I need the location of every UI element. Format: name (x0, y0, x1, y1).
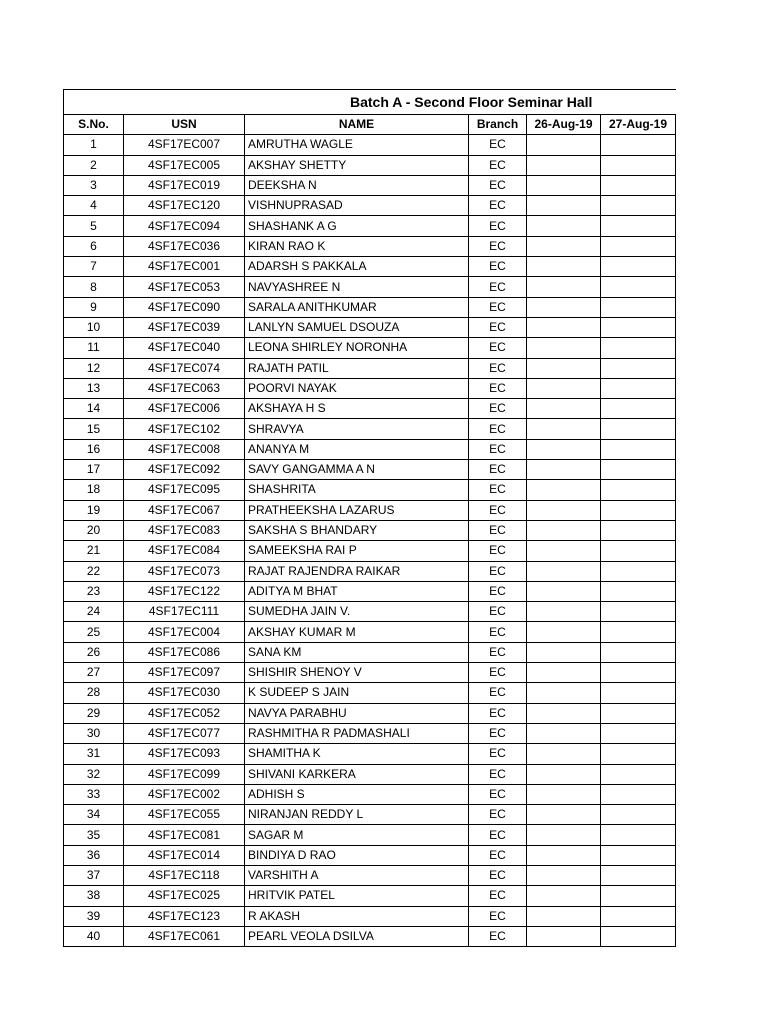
row-date-2-cell (601, 277, 676, 297)
row-name: AKSHAYA H S (245, 399, 469, 419)
row-usn: 4SF17EC052 (124, 703, 245, 723)
row-name: SHISHIR SHENOY V (245, 663, 469, 683)
row-date-2-cell (601, 663, 676, 683)
row-branch: EC (469, 683, 527, 703)
row-usn: 4SF17EC039 (124, 317, 245, 337)
table-row (64, 784, 676, 804)
row-date-2-cell (601, 297, 676, 317)
row-usn: 4SF17EC030 (124, 683, 245, 703)
row-date-2-cell (601, 196, 676, 216)
row-name: ADITYA M BHAT (245, 581, 469, 601)
table-row (64, 175, 676, 195)
row-branch: EC (469, 906, 527, 926)
row-date-1-cell (527, 419, 601, 439)
row-usn: 4SF17EC040 (124, 338, 245, 358)
row-branch: EC (469, 825, 527, 845)
row-name: K SUDEEP S JAIN (245, 683, 469, 703)
row-usn: 4SF17EC092 (124, 460, 245, 480)
row-branch: EC (469, 926, 527, 946)
row-name: RAJATH PATIL (245, 358, 469, 378)
row-usn: 4SF17EC001 (124, 257, 245, 277)
row-date-1-cell (527, 744, 601, 764)
row-date-1-cell (527, 155, 601, 175)
row-date-1-cell (527, 399, 601, 419)
row-date-1-cell (527, 683, 601, 703)
row-branch: EC (469, 602, 527, 622)
row-branch: EC (469, 886, 527, 906)
row-usn: 4SF17EC118 (124, 865, 245, 885)
row-branch: EC (469, 642, 527, 662)
row-date-1-cell (527, 581, 601, 601)
row-name: RASHMITHA R PADMASHALI (245, 723, 469, 743)
row-date-2-cell (601, 886, 676, 906)
row-usn: 4SF17EC063 (124, 378, 245, 398)
row-usn: 4SF17EC014 (124, 845, 245, 865)
row-branch: EC (469, 663, 527, 683)
row-date-1-cell (527, 561, 601, 581)
table-row (64, 216, 676, 236)
row-date-2-cell (601, 236, 676, 256)
row-branch: EC (469, 622, 527, 642)
row-sno: 29 (64, 703, 124, 723)
row-sno: 25 (64, 622, 124, 642)
header-date-2: 27-Aug-19 (601, 115, 676, 135)
table-row (64, 419, 676, 439)
table-row (64, 257, 676, 277)
row-sno: 22 (64, 561, 124, 581)
row-name: NAVYA PARABHU (245, 703, 469, 723)
table-row (64, 926, 676, 946)
table-row (64, 338, 676, 358)
row-usn: 4SF17EC095 (124, 480, 245, 500)
row-sno: 3 (64, 175, 124, 195)
row-date-2-cell (601, 541, 676, 561)
row-name: NIRANJAN REDDY L (245, 805, 469, 825)
table-row (64, 703, 676, 723)
table-row (64, 602, 676, 622)
row-date-1-cell (527, 175, 601, 195)
row-sno: 39 (64, 906, 124, 926)
row-sno: 2 (64, 155, 124, 175)
row-branch: EC (469, 358, 527, 378)
row-date-1-cell (527, 703, 601, 723)
row-date-2-cell (601, 865, 676, 885)
row-date-1-cell (527, 886, 601, 906)
row-name: SUMEDHA JAIN V. (245, 602, 469, 622)
table-row (64, 439, 676, 459)
row-date-1-cell (527, 805, 601, 825)
row-name: KIRAN RAO K (245, 236, 469, 256)
table-row (64, 541, 676, 561)
row-branch: EC (469, 480, 527, 500)
row-usn: 4SF17EC005 (124, 155, 245, 175)
row-date-2-cell (601, 317, 676, 337)
row-date-1-cell (527, 135, 601, 155)
row-date-1-cell (527, 541, 601, 561)
row-branch: EC (469, 297, 527, 317)
row-date-1-cell (527, 460, 601, 480)
row-sno: 23 (64, 581, 124, 601)
row-branch: EC (469, 257, 527, 277)
row-name: PEARL VEOLA DSILVA (245, 926, 469, 946)
row-date-1-cell (527, 378, 601, 398)
row-date-2-cell (601, 926, 676, 946)
row-usn: 4SF17EC055 (124, 805, 245, 825)
row-usn: 4SF17EC120 (124, 196, 245, 216)
row-branch: EC (469, 581, 527, 601)
row-sno: 8 (64, 277, 124, 297)
row-name: BINDIYA D RAO (245, 845, 469, 865)
row-date-1-cell (527, 196, 601, 216)
attendance-sheet (63, 89, 676, 947)
table-row (64, 622, 676, 642)
row-date-2-cell (601, 419, 676, 439)
row-name: HRITVIK PATEL (245, 886, 469, 906)
row-sno: 1 (64, 135, 124, 155)
table-row (64, 663, 676, 683)
row-sno: 18 (64, 480, 124, 500)
row-sno: 36 (64, 845, 124, 865)
row-date-2-cell (601, 744, 676, 764)
row-date-2-cell (601, 399, 676, 419)
row-sno: 38 (64, 886, 124, 906)
row-usn: 4SF17EC084 (124, 541, 245, 561)
row-date-1-cell (527, 663, 601, 683)
row-sno: 14 (64, 399, 124, 419)
table-row (64, 723, 676, 743)
row-name: VARSHITH A (245, 865, 469, 885)
row-date-1-cell (527, 825, 601, 845)
row-date-2-cell (601, 135, 676, 155)
table-row (64, 196, 676, 216)
row-branch: EC (469, 135, 527, 155)
row-date-1-cell (527, 257, 601, 277)
row-branch: EC (469, 460, 527, 480)
row-sno: 27 (64, 663, 124, 683)
row-branch: EC (469, 399, 527, 419)
row-usn: 4SF17EC083 (124, 520, 245, 540)
row-name: SAMEEKSHA RAI P (245, 541, 469, 561)
row-branch: EC (469, 317, 527, 337)
row-date-1-cell (527, 764, 601, 784)
row-date-1-cell (527, 500, 601, 520)
row-branch: EC (469, 196, 527, 216)
row-branch: EC (469, 378, 527, 398)
row-date-1-cell (527, 480, 601, 500)
row-name: NAVYASHREE N (245, 277, 469, 297)
row-usn: 4SF17EC067 (124, 500, 245, 520)
row-sno: 5 (64, 216, 124, 236)
row-date-2-cell (601, 723, 676, 743)
row-name: SHIVANI KARKERA (245, 764, 469, 784)
row-name: SAVY GANGAMMA A N (245, 460, 469, 480)
row-usn: 4SF17EC053 (124, 277, 245, 297)
row-branch: EC (469, 541, 527, 561)
row-branch: EC (469, 865, 527, 885)
row-usn: 4SF17EC019 (124, 175, 245, 195)
table-row (64, 845, 676, 865)
row-date-1-cell (527, 602, 601, 622)
row-date-2-cell (601, 764, 676, 784)
row-branch: EC (469, 500, 527, 520)
row-date-2-cell (601, 561, 676, 581)
row-usn: 4SF17EC002 (124, 784, 245, 804)
row-date-2-cell (601, 805, 676, 825)
row-date-1-cell (527, 317, 601, 337)
row-sno: 30 (64, 723, 124, 743)
row-usn: 4SF17EC081 (124, 825, 245, 845)
table-row (64, 480, 676, 500)
row-date-2-cell (601, 906, 676, 926)
row-date-1-cell (527, 926, 601, 946)
row-date-1-cell (527, 723, 601, 743)
row-date-2-cell (601, 825, 676, 845)
table-row (64, 135, 676, 155)
row-sno: 7 (64, 257, 124, 277)
row-date-1-cell (527, 906, 601, 926)
row-date-1-cell (527, 297, 601, 317)
table-row (64, 642, 676, 662)
row-branch: EC (469, 216, 527, 236)
row-date-2-cell (601, 175, 676, 195)
row-date-2-cell (601, 642, 676, 662)
row-name: SAKSHA S BHANDARY (245, 520, 469, 540)
row-sno: 12 (64, 358, 124, 378)
row-usn: 4SF17EC093 (124, 744, 245, 764)
row-usn: 4SF17EC025 (124, 886, 245, 906)
row-name: LEONA SHIRLEY NORONHA (245, 338, 469, 358)
row-date-2-cell (601, 784, 676, 804)
row-date-2-cell (601, 500, 676, 520)
sheet-title: Batch A - Second Floor Seminar Hall (64, 90, 676, 115)
row-sno: 9 (64, 297, 124, 317)
row-usn: 4SF17EC097 (124, 663, 245, 683)
row-usn: 4SF17EC123 (124, 906, 245, 926)
row-sno: 34 (64, 805, 124, 825)
row-date-1-cell (527, 236, 601, 256)
row-sno: 4 (64, 196, 124, 216)
row-name: SHASHRITA (245, 480, 469, 500)
row-usn: 4SF17EC111 (124, 602, 245, 622)
header-name: NAME (245, 115, 469, 135)
row-usn: 4SF17EC007 (124, 135, 245, 155)
header-date-1: 26-Aug-19 (527, 115, 601, 135)
table-row (64, 378, 676, 398)
table-row (64, 865, 676, 885)
row-usn: 4SF17EC061 (124, 926, 245, 946)
row-branch: EC (469, 277, 527, 297)
row-date-2-cell (601, 622, 676, 642)
header-branch: Branch (469, 115, 527, 135)
row-name: ANANYA M (245, 439, 469, 459)
row-date-2-cell (601, 155, 676, 175)
table-row (64, 500, 676, 520)
row-usn: 4SF17EC086 (124, 642, 245, 662)
row-name: SHRAVYA (245, 419, 469, 439)
row-sno: 26 (64, 642, 124, 662)
row-date-2-cell (601, 845, 676, 865)
row-branch: EC (469, 723, 527, 743)
row-sno: 33 (64, 784, 124, 804)
row-usn: 4SF17EC074 (124, 358, 245, 378)
row-name: SHAMITHA K (245, 744, 469, 764)
header-usn: USN (124, 115, 245, 135)
row-branch: EC (469, 744, 527, 764)
table-row (64, 236, 676, 256)
row-date-2-cell (601, 378, 676, 398)
row-date-1-cell (527, 216, 601, 236)
table-row (64, 317, 676, 337)
row-branch: EC (469, 236, 527, 256)
row-sno: 28 (64, 683, 124, 703)
row-sno: 17 (64, 460, 124, 480)
row-branch: EC (469, 764, 527, 784)
row-date-2-cell (601, 480, 676, 500)
row-date-1-cell (527, 338, 601, 358)
row-sno: 19 (64, 500, 124, 520)
row-date-2-cell (601, 439, 676, 459)
row-sno: 15 (64, 419, 124, 439)
row-date-2-cell (601, 703, 676, 723)
row-usn: 4SF17EC004 (124, 622, 245, 642)
table-row (64, 805, 676, 825)
row-sno: 6 (64, 236, 124, 256)
row-branch: EC (469, 784, 527, 804)
row-sno: 21 (64, 541, 124, 561)
row-name: AKSHAY SHETTY (245, 155, 469, 175)
row-usn: 4SF17EC077 (124, 723, 245, 743)
header-sno: S.No. (64, 115, 124, 135)
row-name: LANLYN SAMUEL DSOUZA (245, 317, 469, 337)
table-row (64, 683, 676, 703)
table-row (64, 764, 676, 784)
row-usn: 4SF17EC008 (124, 439, 245, 459)
row-date-2-cell (601, 460, 676, 480)
table-row (64, 561, 676, 581)
row-branch: EC (469, 845, 527, 865)
row-date-2-cell (601, 257, 676, 277)
row-name: SANA KM (245, 642, 469, 662)
row-name: RAJAT RAJENDRA RAIKAR (245, 561, 469, 581)
table-row (64, 581, 676, 601)
row-usn: 4SF17EC073 (124, 561, 245, 581)
row-usn: 4SF17EC006 (124, 399, 245, 419)
row-sno: 13 (64, 378, 124, 398)
row-usn: 4SF17EC099 (124, 764, 245, 784)
row-name: ADARSH S PAKKALA (245, 257, 469, 277)
row-sno: 31 (64, 744, 124, 764)
table-row (64, 520, 676, 540)
row-branch: EC (469, 439, 527, 459)
row-date-1-cell (527, 845, 601, 865)
row-name: SAGAR M (245, 825, 469, 845)
row-sno: 40 (64, 926, 124, 946)
row-date-2-cell (601, 581, 676, 601)
row-sno: 37 (64, 865, 124, 885)
table-row (64, 886, 676, 906)
row-branch: EC (469, 703, 527, 723)
row-sno: 32 (64, 764, 124, 784)
header-row (64, 115, 676, 135)
row-date-1-cell (527, 784, 601, 804)
row-usn: 4SF17EC094 (124, 216, 245, 236)
row-branch: EC (469, 805, 527, 825)
row-date-2-cell (601, 602, 676, 622)
row-name: SARALA ANITHKUMAR (245, 297, 469, 317)
row-name: AMRUTHA WAGLE (245, 135, 469, 155)
table-row (64, 744, 676, 764)
row-usn: 4SF17EC122 (124, 581, 245, 601)
row-date-2-cell (601, 216, 676, 236)
row-name: PRATHEEKSHA LAZARUS (245, 500, 469, 520)
row-sno: 20 (64, 520, 124, 540)
table-row (64, 277, 676, 297)
row-date-2-cell (601, 520, 676, 540)
row-usn: 4SF17EC036 (124, 236, 245, 256)
row-name: POORVI NAYAK (245, 378, 469, 398)
row-usn: 4SF17EC102 (124, 419, 245, 439)
row-date-1-cell (527, 358, 601, 378)
row-date-1-cell (527, 520, 601, 540)
row-name: SHASHANK A G (245, 216, 469, 236)
row-name: DEEKSHA N (245, 175, 469, 195)
row-date-1-cell (527, 865, 601, 885)
row-date-2-cell (601, 338, 676, 358)
row-sno: 24 (64, 602, 124, 622)
row-branch: EC (469, 520, 527, 540)
title-row (64, 90, 676, 115)
row-sno: 16 (64, 439, 124, 459)
row-name: VISHNUPRASAD (245, 196, 469, 216)
row-date-2-cell (601, 683, 676, 703)
row-usn: 4SF17EC090 (124, 297, 245, 317)
table-row (64, 155, 676, 175)
row-name: AKSHAY KUMAR M (245, 622, 469, 642)
row-date-1-cell (527, 642, 601, 662)
row-sno: 11 (64, 338, 124, 358)
row-date-1-cell (527, 622, 601, 642)
row-branch: EC (469, 175, 527, 195)
table-row (64, 460, 676, 480)
table-row (64, 358, 676, 378)
row-sno: 35 (64, 825, 124, 845)
row-name: ADHISH S (245, 784, 469, 804)
table-row (64, 906, 676, 926)
table-row (64, 399, 676, 419)
row-date-1-cell (527, 439, 601, 459)
row-sno: 10 (64, 317, 124, 337)
row-name: R AKASH (245, 906, 469, 926)
row-date-1-cell (527, 277, 601, 297)
row-date-2-cell (601, 358, 676, 378)
table-row (64, 825, 676, 845)
table-row (64, 297, 676, 317)
row-branch: EC (469, 561, 527, 581)
row-branch: EC (469, 419, 527, 439)
row-branch: EC (469, 338, 527, 358)
row-branch: EC (469, 155, 527, 175)
